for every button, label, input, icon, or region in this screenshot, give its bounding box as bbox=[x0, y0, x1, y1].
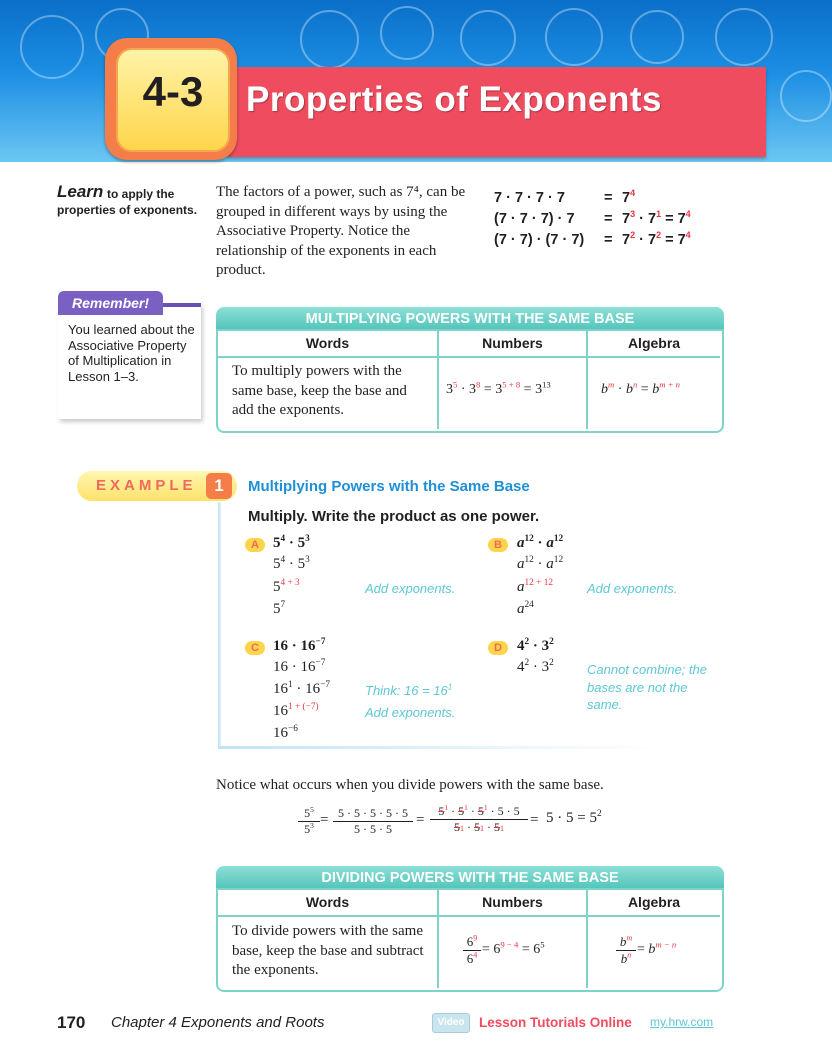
part-a-step2: $5^{4 + 3}$ bbox=[273, 578, 300, 595]
decor-bubble bbox=[780, 70, 832, 122]
example-rule-vertical bbox=[218, 502, 221, 748]
learn-objective-line1: to apply the bbox=[107, 187, 175, 201]
multiply-rule-algebra: $b^m \cdot b^n = b^{m + n}$ bbox=[601, 379, 680, 397]
decor-bubble bbox=[380, 6, 434, 60]
divide-rule-numbers: = $6^{9 - 4} = 6^5$ bbox=[482, 939, 545, 957]
divide-rule-algebra-fraction: $\frac{b^m}{b^n}$ bbox=[616, 934, 636, 967]
divide-demo-fraction1: $\frac{5^5}{5^3}$ bbox=[298, 806, 320, 837]
column-header-numbers: Numbers bbox=[482, 894, 543, 910]
divide-demo-result: $5 \cdot 5 = 5^2$ bbox=[546, 809, 602, 826]
decor-bubble bbox=[545, 8, 603, 66]
part-a-answer: $5^7$ bbox=[273, 600, 286, 617]
example-instruction: Multiply. Write the product as one power. bbox=[248, 508, 540, 525]
chapter-title: Chapter 4 Exponents and Roots bbox=[111, 1014, 325, 1031]
part-c-note-think: Think: $16 = 16^1$ bbox=[365, 682, 453, 698]
multiply-table-title: MULTIPLYING POWERS WITH THE SAME BASE bbox=[216, 307, 724, 331]
notice-text: Notice what occurs when you divide powers with the same base. bbox=[216, 777, 604, 793]
example-number: 1 bbox=[206, 473, 232, 499]
remember-text: You learned about the Associative Property of Multiplication in Lesson 1–3. bbox=[68, 322, 195, 384]
lesson-tutorials-link[interactable]: Lesson Tutorials Online bbox=[479, 1015, 632, 1030]
divide-table-title: DIVIDING POWERS WITH THE SAME BASE bbox=[216, 866, 724, 890]
part-d-note: Cannot combine; the bases are not the same. bbox=[587, 662, 707, 712]
page-number: 170 bbox=[57, 1013, 86, 1032]
learn-objective-line2: properties of exponents. bbox=[57, 203, 198, 217]
part-b-problem: $a^{12} \cdot a^{12}$ bbox=[517, 534, 564, 551]
part-label-c: C bbox=[245, 641, 265, 655]
part-b-step2: $a^{12 + 12}$ bbox=[517, 578, 553, 595]
part-d-step1: $4^2 \cdot 3^2$ bbox=[517, 658, 554, 675]
part-c-problem: $16 \cdot 16^{-7}$ bbox=[273, 637, 326, 654]
part-a-step1: $5^4 \cdot 5^3$ bbox=[273, 555, 310, 572]
assoc-equation-3: (7 · 7) · (7 · 7) = $7^2 \cdot 7^2 = 7^4$ bbox=[494, 230, 691, 248]
decor-bubble bbox=[20, 15, 84, 79]
column-header-words: Words bbox=[305, 894, 350, 910]
column-header-algebra: Algebra bbox=[627, 335, 681, 351]
column-header-algebra: Algebra bbox=[627, 894, 681, 910]
part-b-answer: $a^{24}$ bbox=[517, 600, 534, 617]
assoc-equation-2: (7 · 7 · 7) · 7 = $7^3 \cdot 7^1 = 7^4$ bbox=[494, 209, 691, 227]
part-a-note: Add exponents. bbox=[365, 581, 456, 596]
decor-bubble bbox=[715, 8, 773, 66]
column-header-words: Words bbox=[305, 335, 350, 351]
example-title: Multiplying Powers with the Same Base bbox=[248, 478, 530, 495]
decor-bubble bbox=[300, 10, 359, 69]
website-link[interactable]: my.hrw.com bbox=[650, 1015, 714, 1029]
part-c-step3: $16^{1 + (-7)}$ bbox=[273, 702, 319, 719]
part-c-answer: $16^{-6}$ bbox=[273, 724, 298, 741]
remember-tab: Remember! bbox=[58, 291, 163, 315]
part-label-a: A bbox=[245, 538, 265, 552]
table-divider bbox=[218, 356, 720, 358]
part-c-step2: $16^1 \cdot 16^{-7}$ bbox=[273, 680, 331, 697]
divide-rule-words: To divide powers with the same base, keep the base and subtract the exponents. bbox=[232, 923, 424, 978]
example-label: EXAMPLE bbox=[96, 477, 197, 494]
page-title: Properties of Exponents bbox=[246, 80, 663, 119]
part-label-b: B bbox=[488, 538, 508, 552]
example-rule-horizontal bbox=[218, 746, 658, 749]
assoc-equation-1: 7 · 7 · 7 · 7 = $7^4$ bbox=[494, 188, 636, 206]
lesson-number: 4-3 bbox=[142, 68, 204, 115]
part-label-d: D bbox=[488, 641, 508, 655]
table-divider bbox=[218, 915, 720, 917]
decor-bubble bbox=[460, 10, 516, 66]
part-a-problem: $5^4 \cdot 5^3$ bbox=[273, 534, 310, 551]
divide-demo-fraction2: $\frac{5 \cdot 5 \cdot 5 \cdot 5 \cdot 5}{5 \cdot 5 \cdot 5}$ bbox=[333, 806, 413, 837]
part-b-step1: $a^{12} \cdot a^{12}$ bbox=[517, 555, 564, 572]
part-d-problem: $4^2 \cdot 3^2$ bbox=[517, 637, 554, 654]
divide-demo-eq1: = bbox=[320, 812, 329, 828]
intro-paragraph: The factors of a power, such as 7⁴, can be grouped in different ways by using the Associative Property. Notice the relationship of the exponents in each product. bbox=[216, 184, 466, 278]
decor-bubble bbox=[630, 10, 684, 64]
part-b-note: Add exponents. bbox=[587, 581, 678, 596]
divide-rule-numbers-fraction: $\frac{6^9}{6^4}$ bbox=[463, 934, 481, 967]
part-c-note-add: Add exponents. bbox=[365, 705, 456, 720]
divide-demo-fraction3: $\frac{5^1 \cdot 5^1 \cdot 5^1 \cdot 5 \cdot 5}{51 \cdot 51 \cdot 51}$ bbox=[430, 804, 528, 835]
divide-demo-eq2: = bbox=[416, 812, 425, 828]
divide-demo-eq3: = bbox=[530, 812, 539, 828]
column-header-numbers: Numbers bbox=[482, 335, 543, 351]
video-icon[interactable]: Video bbox=[432, 1013, 470, 1033]
part-c-step1: $16 \cdot 16^{-7}$ bbox=[273, 658, 326, 675]
learn-word: Learn bbox=[57, 182, 104, 201]
multiply-rule-numbers: $3^5 \cdot 3^8 = 3^{5 + 8} = 3^{13}$ bbox=[446, 379, 551, 397]
multiply-rule-words: To multiply powers with the same base, keep the base and add the exponents. bbox=[232, 363, 407, 418]
divide-rule-algebra: = $b^{m - n}$ bbox=[637, 939, 677, 957]
